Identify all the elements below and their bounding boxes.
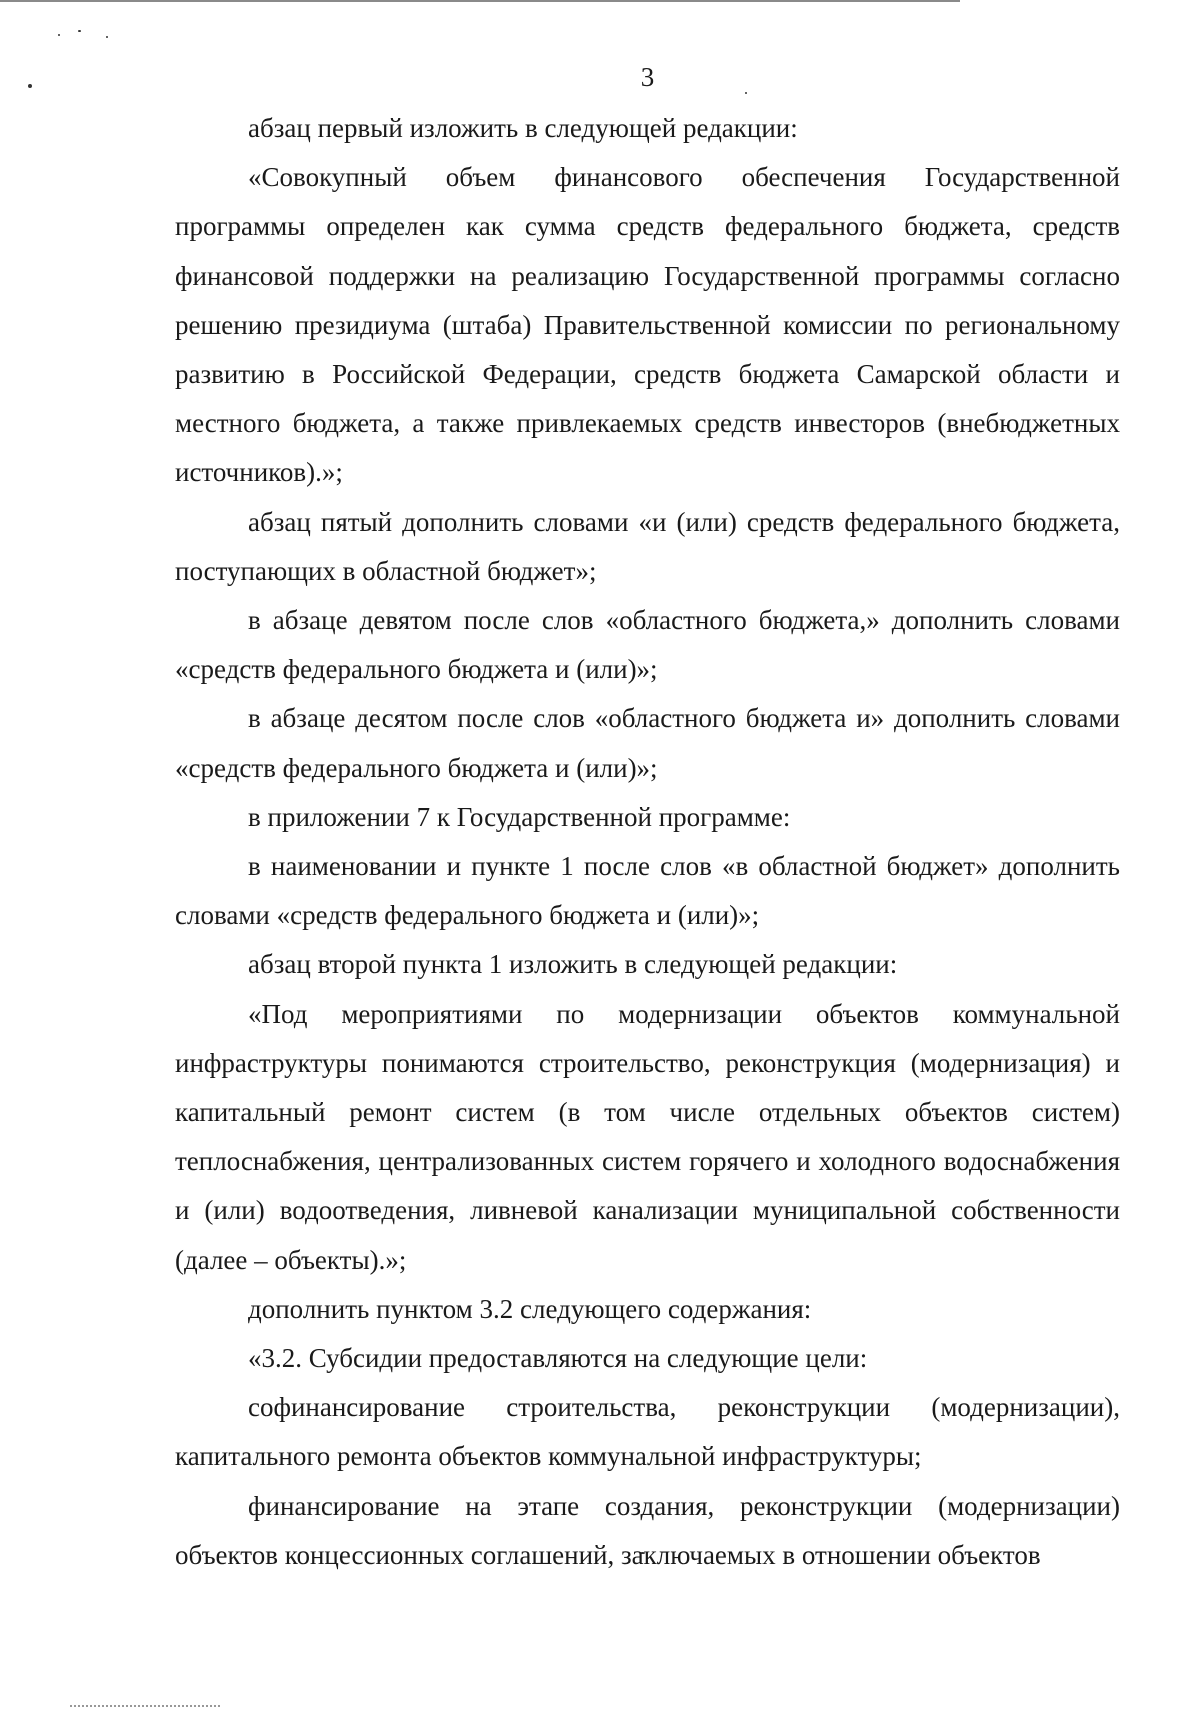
scan-speck <box>106 36 108 38</box>
scan-edge-top <box>0 0 960 2</box>
paragraph: в абзаце десятом после слов «областного бюджета и» дополнить словами «средств федерального бюджета и (или)»; <box>175 703 1120 783</box>
paragraph: абзац первый изложить в следующей редакции: <box>248 113 798 143</box>
paragraph: финансирование на этапе создания, реконструкции (модернизации) объектов концессионных соглашений, заключаемых в отношении объектов <box>175 1490 1120 1570</box>
paragraph: в приложении 7 к Государственной программе: <box>248 801 791 832</box>
paragraph: софинансирование строительства, реконструкции (модернизации), капитального ремонта объектов коммунальной инфраструктуры; <box>175 1392 1120 1472</box>
paragraph: «Под мероприятиями по модернизации объектов коммунальной инфраструктуры понимаются строительство, реконструкция (модернизация) и капитальный ремонт систем (в том числе отдельных объектов систем) теплоснабжения, централизованных систем горячего и холодного водоснабжения и (или) водоотведения, ливневой канализации муниципальной собственности (далее – объекты).»; <box>175 998 1120 1275</box>
paragraph: в абзаце девятом после слов «областного бюджета,» дополнить словами «средств федерального бюджета и (или)»; <box>175 605 1120 685</box>
paragraph: абзац пятый дополнить словами «и (или) средств федерального бюджета, поступающих в областной бюджет»; <box>175 506 1120 586</box>
scan-speck <box>78 30 81 32</box>
document-body <box>175 104 1120 1580</box>
paragraph: «Совокупный объем финансового обеспечения Государственной программы определен как сумма средств федерального бюджета, средств финансовой поддержки на реализацию Государственной программы согласно решению президиума (штаба) Правительственной комиссии по региональному развитию в Российской Федерации, средств бюджета Самарской области и местного бюджета, а также привлекаемых средств инвесторов (внебюджетных источников).»; <box>175 162 1120 488</box>
scan-speck <box>58 34 60 36</box>
paragraph: дополнить пунктом 3.2 следующего содержания: <box>248 1293 812 1324</box>
page-number: 3 <box>640 62 655 92</box>
paragraph: абзац второй пункта 1 изложить в следующей редакции: <box>248 949 898 980</box>
paragraph: «3.2. Субсидии предоставляются на следующие цели: <box>248 1343 868 1374</box>
scan-edge-bottom <box>70 1705 220 1709</box>
paragraph: в наименовании и пункте 1 после слов «в областной бюджет» дополнить словами «средств федерального бюджета и (или)»; <box>175 851 1120 931</box>
